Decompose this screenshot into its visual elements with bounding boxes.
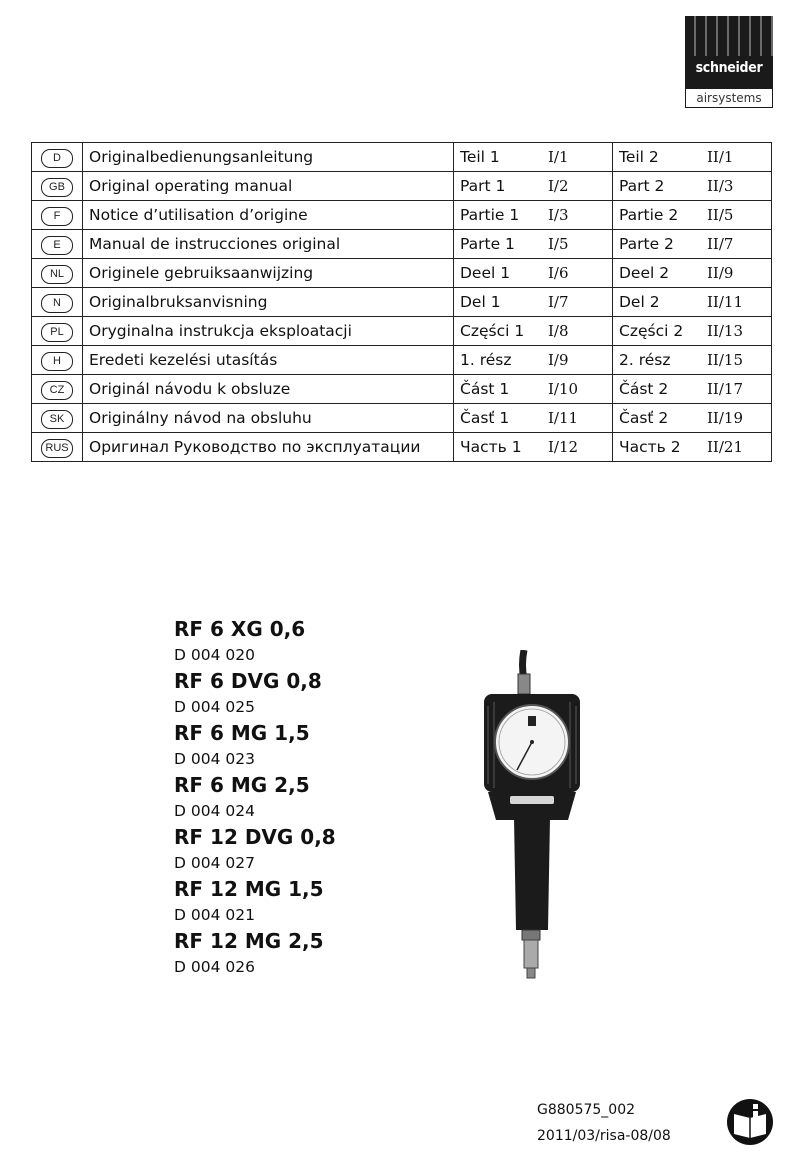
part1-cell [454,201,613,230]
language-code-badge: N [41,294,73,313]
language-title: Oryginalna instrukcja eksploatacji [83,317,454,346]
language-code-cell [32,404,83,433]
model-code: D 004 021 [174,906,255,924]
language-title: Notice d’utilisation d’origine [83,201,454,230]
language-code-badge: SK [41,410,73,429]
language-code-badge: PL [41,323,73,342]
footer [537,1097,671,1149]
logo-stripes [685,16,773,56]
model-name: RF 6 MG 1,5 [174,721,310,745]
language-code-badge: E [41,236,73,255]
part1-page: I/7 [548,293,569,311]
language-code-cell [32,288,83,317]
model-code: D 004 026 [174,958,255,976]
part2-page: II/3 [707,177,734,195]
part1-cell [454,346,613,375]
part2-label: Part 2 [619,177,665,195]
part2-label: 2. rész [619,351,671,369]
model-name: RF 6 MG 2,5 [174,773,310,797]
part2-cell [613,172,772,201]
part2-label: Parte 2 [619,235,674,253]
part2-cell [613,288,772,317]
part2-cell [613,259,772,288]
language-row [32,375,772,404]
part2-label: Części 2 [619,322,684,340]
part1-cell [454,375,613,404]
part2-page: II/7 [707,235,734,253]
language-row [32,259,772,288]
part1-page: I/12 [548,438,579,456]
language-code-cell [32,201,83,230]
language-code-cell [32,346,83,375]
language-title: Eredeti kezelési utasítás [83,346,454,375]
language-code-cell [32,433,83,462]
language-title: Originalbruksanvisning [83,288,454,317]
part2-cell [613,346,772,375]
part2-page: II/19 [707,409,743,427]
part1-cell [454,317,613,346]
part1-page: I/2 [548,177,569,195]
model-code: D 004 025 [174,698,255,716]
part1-cell [454,288,613,317]
language-code-cell [32,259,83,288]
part1-label: Часть 1 [460,438,522,456]
model-name: RF 12 MG 2,5 [174,929,324,953]
part1-label: Teil 1 [460,148,500,166]
language-row [32,346,772,375]
part2-label: Deel 2 [619,264,670,282]
part1-label: Partie 1 [460,206,520,224]
part1-page: I/5 [548,235,569,253]
doc-date: 2011/03/risa-08/08 [537,1128,671,1144]
part1-label: Časť 1 [460,409,510,427]
model-name: RF 6 DVG 0,8 [174,669,322,693]
part1-cell [454,172,613,201]
tyre-inflator-gauge-illustration [472,650,592,980]
part1-label: Parte 1 [460,235,515,253]
part2-label: Teil 2 [619,148,659,166]
language-row [32,143,772,172]
part2-cell [613,143,772,172]
model-name: RF 12 MG 1,5 [174,877,324,901]
language-title: Originalbedienungsanleitung [83,143,454,172]
part1-cell [454,143,613,172]
language-code-badge: D [41,149,73,168]
language-row [32,288,772,317]
language-row [32,172,772,201]
language-title: Originál návodu k obsluze [83,375,454,404]
language-row [32,201,772,230]
language-title: Originálny návod na obsluhu [83,404,454,433]
language-title: Originele gebruiksaanwijzing [83,259,454,288]
part1-cell [454,433,613,462]
language-code-cell [32,230,83,259]
part2-page: II/15 [707,351,743,369]
part2-cell [613,433,772,462]
model-code: D 004 023 [174,750,255,768]
language-row [32,317,772,346]
part2-page: II/1 [707,148,734,166]
part2-page: II/13 [707,322,743,340]
logo-brand: schneider [695,60,763,76]
part2-page: II/9 [707,264,734,282]
schneider-logo [685,16,773,108]
language-title: Manual de instrucciones original [83,230,454,259]
part1-page: I/9 [548,351,569,369]
part1-cell [454,259,613,288]
language-row [32,404,772,433]
model-name: RF 12 DVG 0,8 [174,825,336,849]
model-name: RF 6 XG 0,6 [174,617,306,641]
part2-cell [613,375,772,404]
language-code-cell [32,375,83,404]
part2-cell [613,317,772,346]
part1-label: Części 1 [460,322,525,340]
part1-cell [454,404,613,433]
language-row [32,230,772,259]
language-table-body [32,143,772,462]
part1-label: Del 1 [460,293,501,311]
part2-page: II/17 [707,380,743,398]
doc-number: G880575_002 [537,1102,636,1118]
part1-label: Deel 1 [460,264,511,282]
language-title: Оригинал Руководство по эксплуатации [83,433,454,462]
part1-cell [454,230,613,259]
part1-page: I/10 [548,380,579,398]
part2-cell [613,201,772,230]
read-manual-icon [726,1098,774,1146]
language-code-badge: GB [41,178,73,197]
part2-label: Partie 2 [619,206,679,224]
model-code: D 004 020 [174,646,255,664]
part2-page: II/5 [707,206,734,224]
part1-page: I/6 [548,264,569,282]
part2-label: Часть 2 [619,438,681,456]
language-row [32,433,772,462]
part2-page: II/11 [707,293,743,311]
language-code-cell [32,172,83,201]
model-code: D 004 024 [174,802,255,820]
language-code-badge: H [41,352,73,371]
part2-cell [613,230,772,259]
part2-cell [613,404,772,433]
part1-page: I/11 [548,409,579,427]
language-code-badge: F [41,207,73,226]
part1-label: Část 1 [460,380,510,398]
language-code-cell [32,143,83,172]
part1-page: I/1 [548,148,569,166]
model-code: D 004 027 [174,854,255,872]
language-code-badge: NL [41,265,73,284]
language-code-cell [32,317,83,346]
part2-label: Del 2 [619,293,660,311]
part2-label: Časť 2 [619,409,669,427]
language-title: Original operating manual [83,172,454,201]
part2-page: II/21 [707,438,743,456]
part1-label: 1. rész [460,351,512,369]
language-table [31,142,772,462]
part2-label: Část 2 [619,380,669,398]
language-code-badge: RUS [41,439,73,458]
part1-page: I/8 [548,322,569,340]
language-code-badge: CZ [41,381,73,400]
part1-page: I/3 [548,206,569,224]
part1-label: Part 1 [460,177,506,195]
model-list [174,616,474,980]
logo-subtitle: airsystems [685,88,773,108]
